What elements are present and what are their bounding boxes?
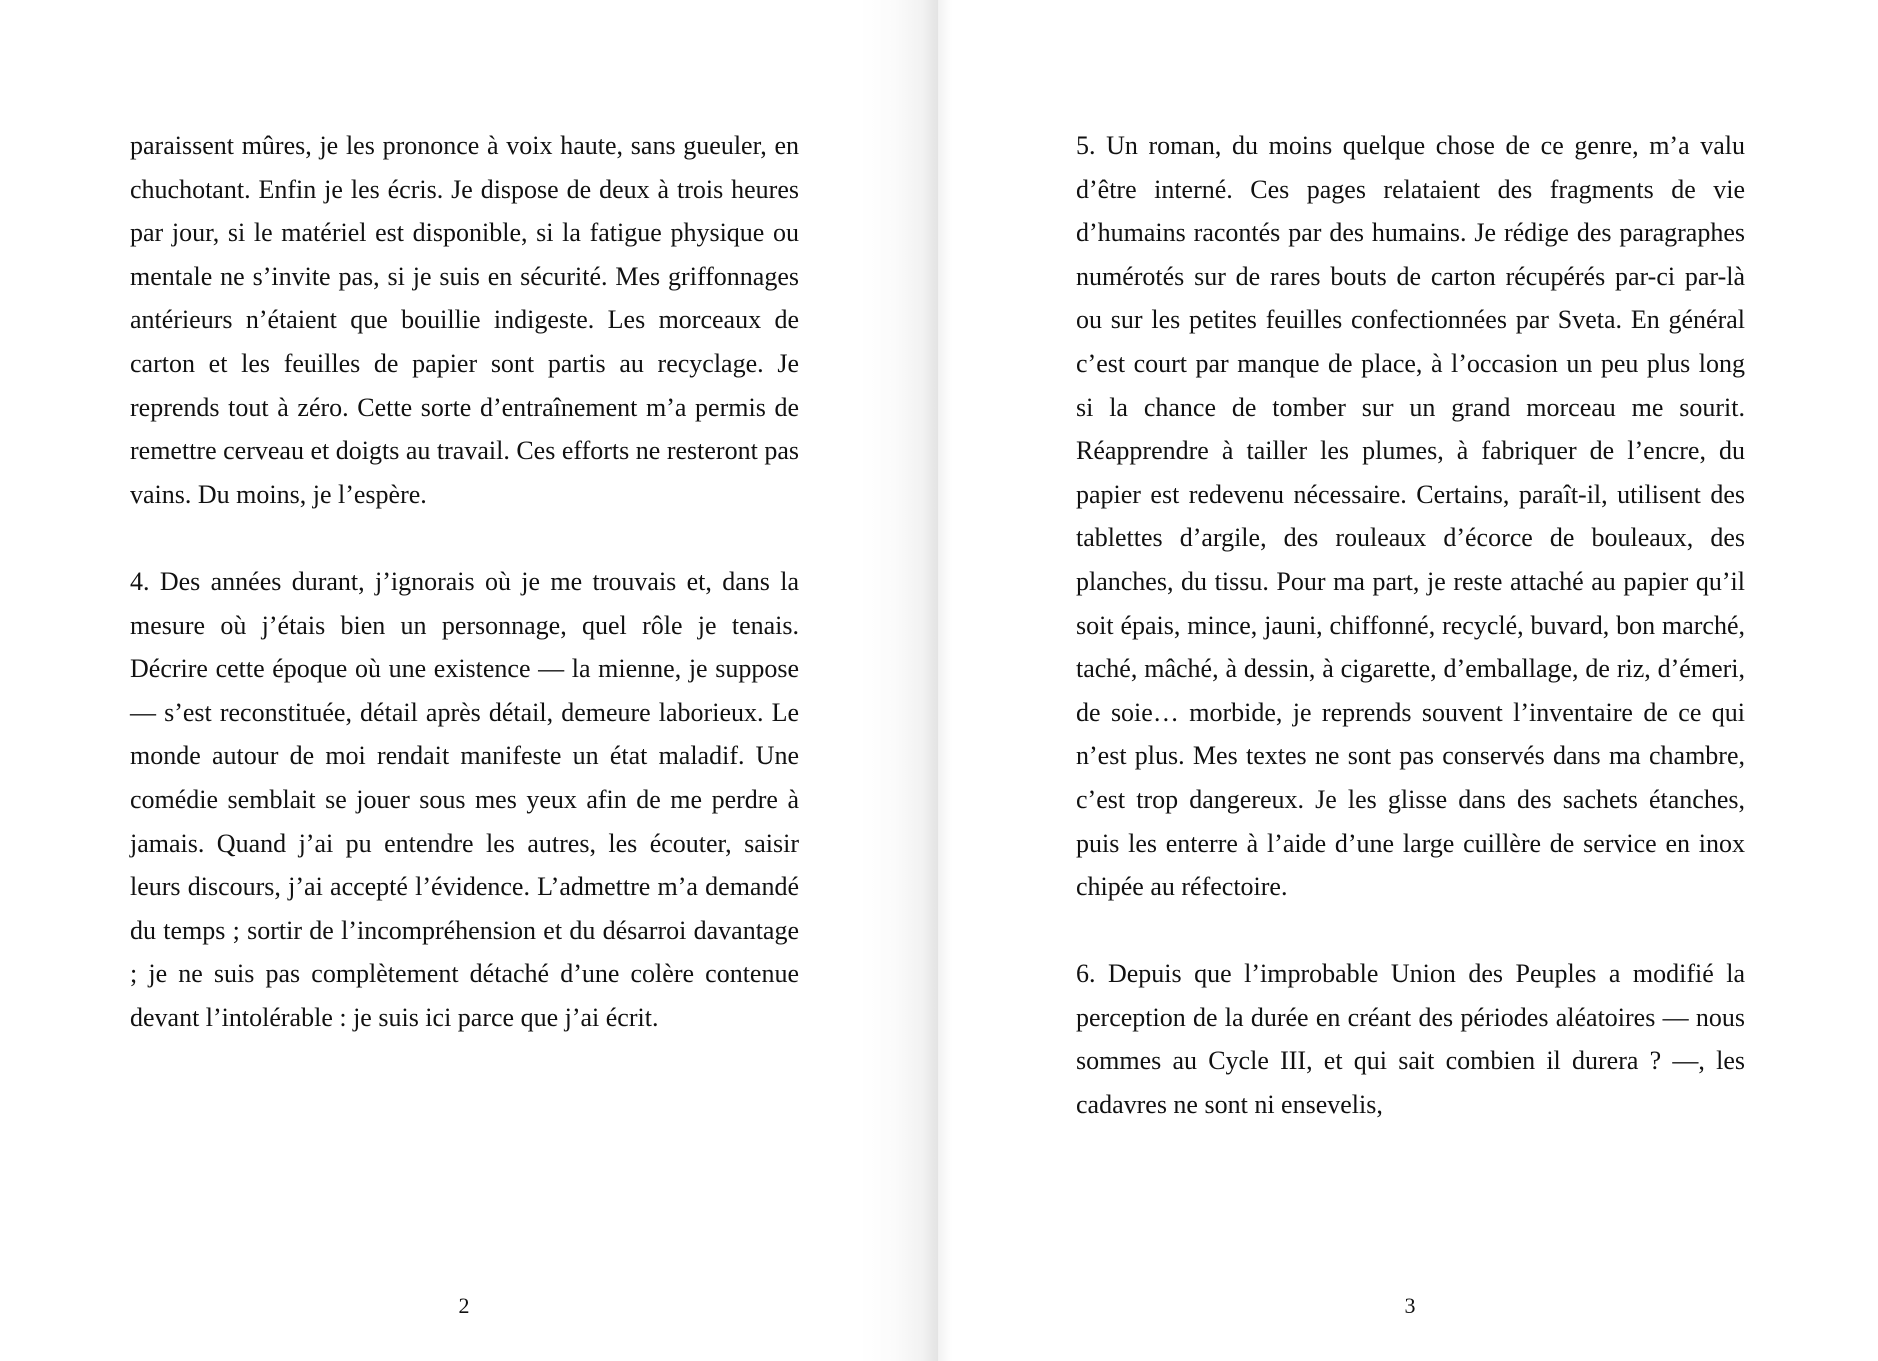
paragraph-continued: paraissent mûres, je les prononce à voix haute, sans gueuler, en chuchotant. Enfin je les écris. Je dispose de deux à trois heures par jour, si le matériel est disponible, si la fatigue physique ou mentale ne s’invite pas, si je suis en sécurité. Mes griffonnages antérieurs n’étaient que bouillie indigeste. Les morceaux de carton et les feuilles de papier sont partis au recyclage. Je reprends tout à zéro. Cette sorte d’entraînement m’a permis de remettre cerveau et doigts au travail. Ces efforts ne resteront pas vains. Du moins, je l’espère. [130,131,799,509]
right-page-text [1076,124,1745,1127]
paragraph-6: 6. Depuis que l’improbable Union des Peuples a modifié la perception de la durée en créant des périodes aléatoires — nous sommes au Cycle III, et qui sait combien il durera ? —, les cadavres ne sont ni ensevelis, [1076,959,1745,1120]
left-page-text [130,124,799,1039]
left-page [0,0,938,1361]
paragraph-5: 5. Un roman, du moins quelque chose de ce genre, m’a valu d’être interné. Ces pages relataient des fragments de vie d’humains racontés par des humains. Je rédige des paragraphes numérotés sur de rares bouts de carton récupérés par-ci par-là ou sur les petites feuilles confectionnées par Sveta. En général c’est court par manque de place, à l’occasion un peu plus long si la chance de tomber sur un grand morceau me sourit. Réapprendre à tailler les plumes, à fabriquer de l’encre, du papier est redevenu nécessaire. Certains, paraît-il, utilisent des tablettes d’argile, des rouleaux d’écorce de bouleaux, des planches, du tissu. Pour ma part, je reste attaché au papier qu’il soit épais, mince, jauni, chiffonné, recyclé, buvard, bon marché, taché, mâché, à dessin, à cigarette, d’emballage, de riz, d’émeri, de soie… morbide, je reprends souvent l’inventaire de ce qui n’est plus. Mes textes ne sont pas conservés dans ma chambre, c’est trop dangereux. Je les glisse dans des sachets étanches, puis les enterre à l’aide d’une large cuillère de service en inox chipée au réfectoire. [1076,131,1745,902]
page-number-right: 3 [1404,1293,1416,1318]
right-page [938,0,1878,1361]
paragraph-4: 4. Des années durant, j’ignorais où je me trouvais et, dans la mesure où j’étais bien un personnage, quel rôle je tenais. Décrire cette époque où une existence — la mienne, je suppose — s’est reconstituée, détail après détail, demeure laborieux. Le monde autour de moi rendait manifeste un état maladif. Une comédie semblait se jouer sous mes yeux afin de me perdre à jamais. Quand j’ai pu entendre les autres, les écouter, saisir leurs discours, j’ai accepté l’évidence. L’admettre m’a demandé du temps ; sortir de l’incompréhension et du désarroi davantage ; je ne suis pas complètement détaché d’une colère contenue devant l’intolérable : je suis ici parce que j’ai écrit. [130,566,799,1032]
page-number-left: 2 [458,1293,470,1318]
